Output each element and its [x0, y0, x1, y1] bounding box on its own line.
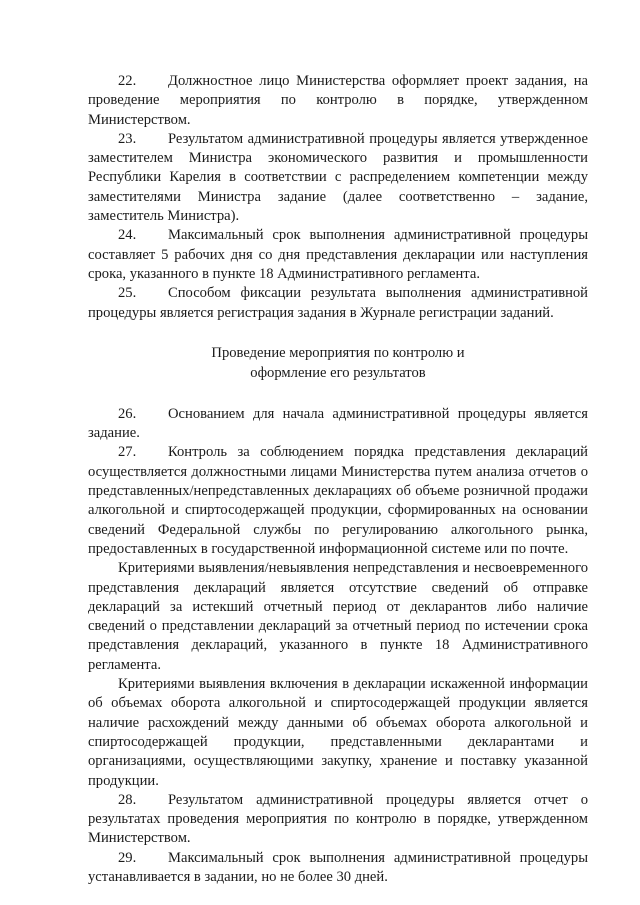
paragraph-text: Основанием для начала административной процедуры является задание.: [88, 405, 588, 442]
paragraph-text: Должностное лицо Министерства оформляет проект задания, на проведение мероприятия по контролю в порядке, утвержденном Министерством.: [88, 73, 588, 128]
paragraph-text: Критериями выявления/невыявления непредставления и несвоевременного представления деклараций является отсутствие сведений об отправке деклараций за истекший отчетный период от декларантов либо наличие сведений о представлении деклараций за отчетный период по истечении срока представления деклараций, указанного в пункте 18 Административного регламента.: [88, 560, 588, 673]
paragraph-22: [88, 72, 588, 130]
paragraph-29: [88, 849, 588, 888]
paragraph-criteria-2: [88, 675, 588, 791]
paragraph-25: [88, 284, 588, 323]
paragraph-text: Критериями выявления включения в декларации искаженной информации об объемах оборота алкогольной и спиртосодержащей продукции является наличие расхождений между данными об объемах оборота алкогольной и спиртосодержащей продукции, представленными декларантами и организациями, осуществляющими закупку, хранение и поставку указанной продукции.: [88, 676, 588, 789]
document-page: [88, 72, 588, 887]
section-heading: [88, 343, 588, 383]
paragraph-number: 27.: [118, 444, 137, 461]
paragraph-number: 29.: [118, 849, 137, 866]
section-heading-line-1: Проведение мероприятия по контролю и: [211, 344, 465, 361]
section-heading-line-2: оформление его результатов: [250, 364, 426, 381]
paragraph-text: Максимальный срок выполнения административной процедуры составляет 5 рабочих дня со дня представления декларации или наступления срока, указанного в пункте 18 Административного регламента.: [88, 227, 588, 282]
paragraph-27: [88, 443, 588, 559]
paragraph-text: Результатом административной процедуры является утвержденное заместителем Министра экономического развития и промышленности Республики Карелия в соответствии с распределением компетенции между заместителями Министра задание (далее соответственно – задание, заместитель Министра).: [88, 130, 588, 225]
paragraph-number: 23.: [118, 130, 137, 147]
paragraph-number: 28.: [118, 791, 137, 808]
paragraph-number: 22.: [118, 73, 137, 89]
paragraph-24: [88, 226, 588, 284]
paragraph-number: 26.: [118, 405, 137, 422]
paragraph-text: Максимальный срок выполнения административной процедуры устанавливается в задании, но не более 30 дней.: [88, 849, 588, 885]
paragraph-text: Результатом административной процедуры является отчет о результатах проведения мероприятия по контролю в порядке, утвержденном Министерством.: [88, 791, 588, 847]
paragraph-criteria-1: [88, 559, 588, 675]
paragraph-number: 25.: [118, 285, 137, 302]
paragraph-28: [88, 791, 588, 849]
paragraph-26: [88, 405, 588, 444]
paragraph-number: 24.: [118, 227, 137, 244]
paragraph-text: Способом фиксации результата выполнения административной процедуры является регистрация задания в Журнале регистрации заданий.: [88, 285, 588, 321]
paragraph-text: Контроль за соблюдением порядка представления деклараций осуществляется должностными лицами Министерства путем анализа отчетов о представленных/непредставленных декларациях об объеме розничной продажи алкогольной и спиртосодержащей продукции, сформированных на основании сведений Федеральной службы по регулированию алкогольного рынка, предоставленных в государственной информационной системе или по почте.: [88, 444, 588, 557]
paragraph-23: [88, 130, 588, 226]
